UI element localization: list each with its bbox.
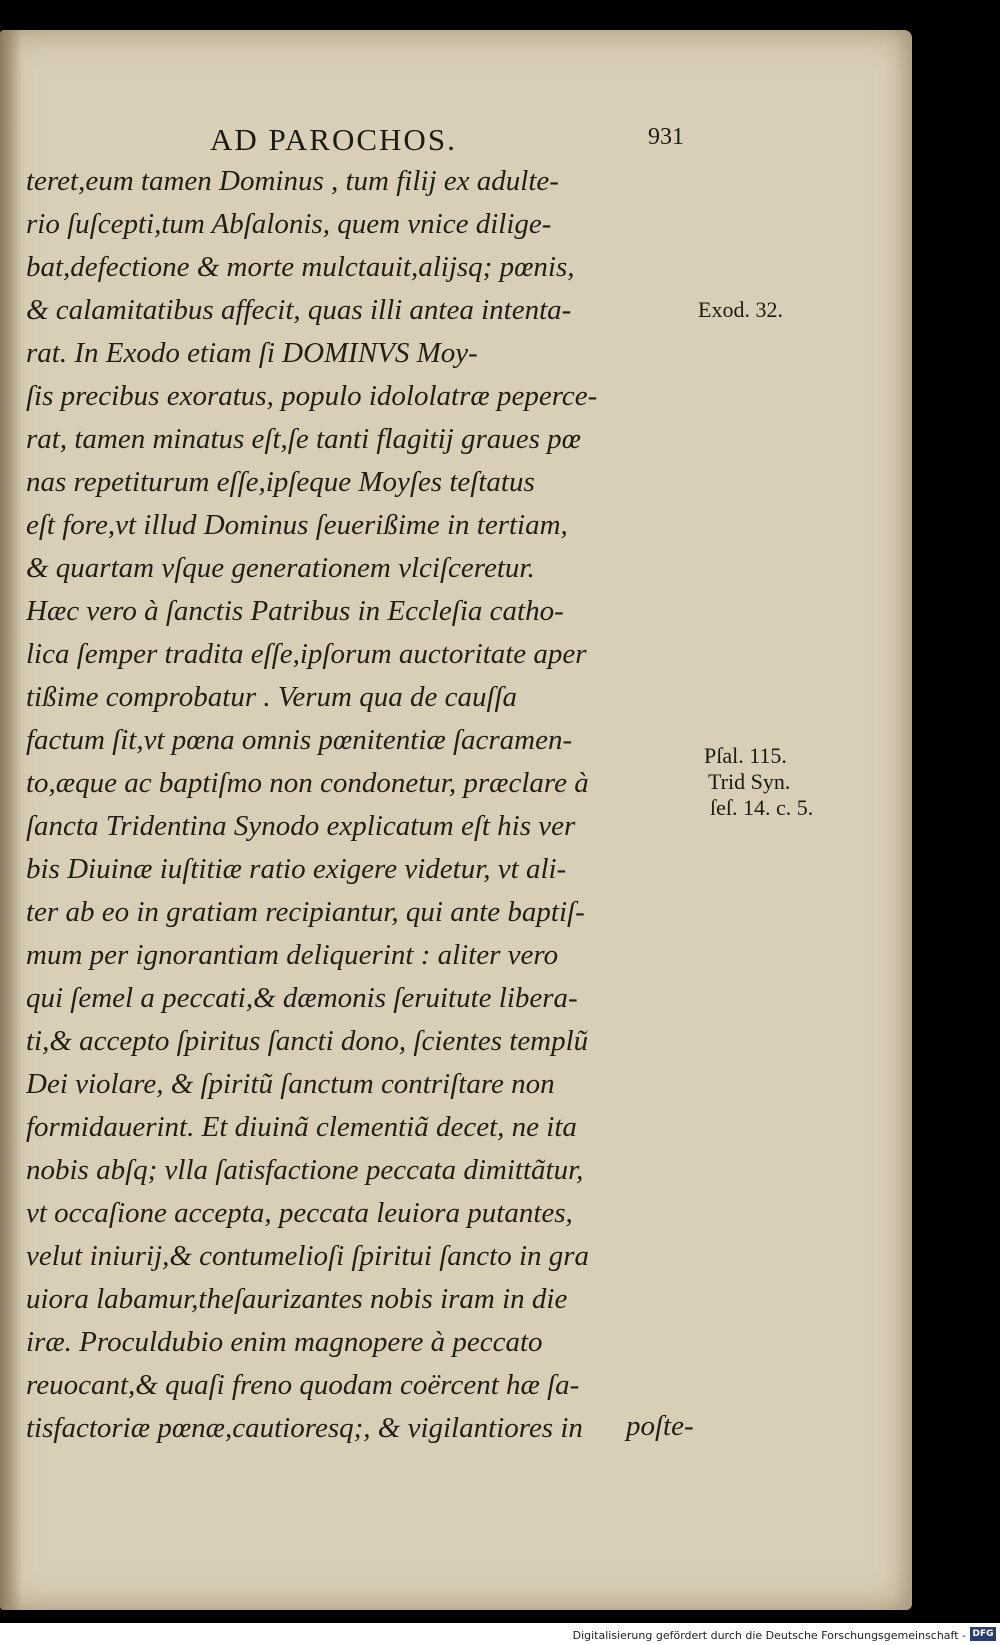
- text-line: bat,defectione & morte mulctauit,alijsq; pœnis,: [26, 251, 575, 283]
- margin-note-exodus: Exod. 32.: [698, 297, 783, 322]
- text-line: factum ſit,vt pœna omnis pœnitentiæ ſacramen-: [26, 724, 573, 756]
- text-line: rio ſuſcepti,tum Abſalonis, quem vnice dilige-: [26, 208, 552, 240]
- footer-bar: [0, 1623, 1000, 1645]
- text-line: tisfactoriæ pœnæ,cautioresq;, & vigilantiores in: [26, 1412, 583, 1444]
- text-line: rat, tamen minatus eſt,ſe tanti flagitij graues pœ: [26, 423, 582, 455]
- catchword: poſte-: [626, 1410, 694, 1442]
- text-line: lica ſemper tradita eſſe,ipſorum auctoritate aper: [26, 638, 587, 670]
- body-text: [26, 160, 706, 1450]
- text-line: to,æque ac baptiſmo non condonetur, præclare à: [26, 767, 589, 799]
- text-line: bis Diuinæ iuſtitiæ ratio exigere videtur, vt ali-: [26, 853, 567, 885]
- margin-note-psalm: Pſal. 115.: [704, 743, 787, 768]
- text-line: & quartam vſque generationem vlciſceretur.: [26, 552, 535, 584]
- text-line: reuocant,& quaſi freno quodam coërcent hæ ſa-: [26, 1369, 580, 1401]
- text-line: nas repetiturum eſſe,ipſeque Moyſes teſtatus: [26, 466, 535, 498]
- margin-note-session: ſeſ. 14. c. 5.: [710, 795, 814, 820]
- margin-note-trident-synod: Trid Syn.: [708, 769, 791, 794]
- text-line: vt occaſione accepta, peccata leuiora putantes,: [26, 1197, 573, 1229]
- text-line: ſis precibus exoratus, populo idololatræ peperce-: [26, 380, 598, 412]
- text-line: iræ. Proculdubio enim magnopere à peccato: [26, 1326, 543, 1358]
- text-line: Dei violare, & ſpiritũ ſanctum contriſtare non: [26, 1068, 555, 1100]
- text-line: teret,eum tamen Dominus , tum filij ex adulte-: [26, 165, 559, 197]
- running-head: AD PAROCHOS.: [210, 122, 457, 157]
- book-page: [0, 30, 912, 1610]
- text-line: uiora labamur,theſaurizantes nobis iram in die: [26, 1283, 568, 1315]
- text-line: mum per ignorantiam deliquerint : aliter vero: [26, 939, 559, 971]
- text-line: eſt fore,vt illud Dominus ſeuerißime in tertiam,: [26, 509, 568, 541]
- text-line: ter ab eo in gratiam recipiantur, qui ante baptiſ-: [26, 896, 585, 928]
- funding-credit: Digitalisierung gefördert durch die Deutsche Forschungsgemeinschaft -: [572, 1629, 966, 1642]
- text-line: Hæc vero à ſanctis Patribus in Eccleſia catho-: [26, 595, 564, 627]
- page-number: 931: [648, 124, 684, 150]
- text-line: qui ſemel a peccati,& dæmonis ſeruitute libera-: [26, 982, 578, 1014]
- text-line: velut iniurij,& contumelioſi ſpiritui ſancto in gra: [26, 1240, 590, 1272]
- text-line: rat. In Exodo etiam ſi DOMINVS Moy-: [26, 337, 478, 369]
- text-line: & calamitatibus affecit, quas illi antea intenta-: [26, 294, 572, 326]
- text-line: ti,& accepto ſpiritus ſancti dono, ſcientes templũ: [26, 1025, 589, 1057]
- text-line: formidauerint. Et diuinã clementiã decet, ne ita: [26, 1111, 577, 1143]
- text-line: ſancta Tridentina Synodo explicatum eſt his ver: [26, 810, 576, 842]
- text-line: nobis abſq; vlla ſatisfactione peccata dimittãtur,: [26, 1154, 584, 1186]
- dfg-logo: DFG: [970, 1627, 996, 1641]
- text-line: tißime comprobatur . Verum qua de cauſſa: [26, 681, 518, 713]
